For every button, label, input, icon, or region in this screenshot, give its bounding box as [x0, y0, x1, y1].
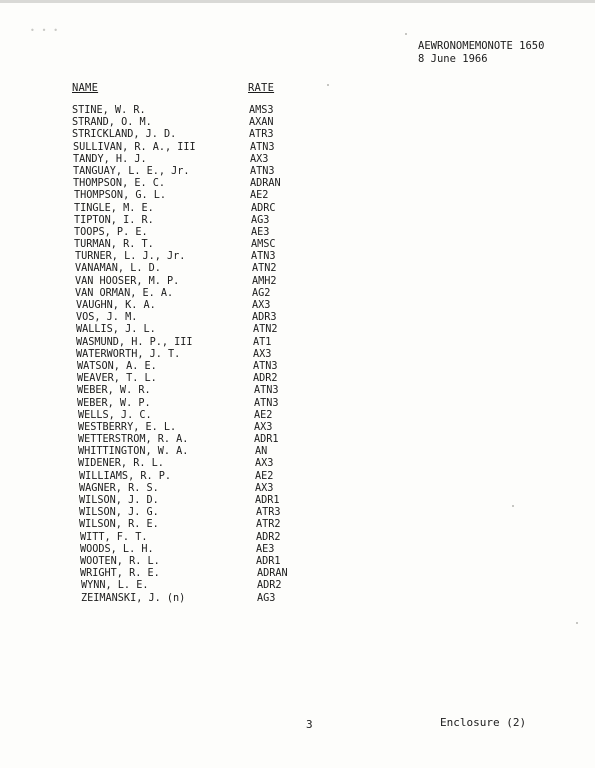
roster-row — [0, 385, 595, 397]
roster-rate: AG2 — [252, 287, 271, 299]
roster-name: VANAMAN, L. D. — [75, 263, 161, 275]
roster-rate: ATN3 — [251, 251, 276, 263]
roster-rate: AT1 — [253, 336, 272, 348]
roster-rate: ATN3 — [253, 360, 278, 372]
roster-rate: ATN2 — [252, 263, 277, 275]
roster-rate: AX3 — [250, 153, 269, 165]
scan-speck — [327, 84, 329, 86]
roster-rate: AX3 — [255, 458, 274, 470]
roster-rate: AX3 — [255, 482, 274, 494]
roster-name: WATERWORTH, J. T. — [76, 348, 181, 360]
rate-column-header: RATE — [248, 82, 275, 94]
roster-name: TIPTON, I. R. — [74, 214, 154, 226]
scan-edge — [0, 0, 595, 3]
roster-row — [0, 361, 595, 373]
roster-name: TINGLE, M. E. — [74, 202, 154, 214]
roster-rate: ADR1 — [255, 495, 280, 506]
roster-rate: ADR2 — [256, 531, 281, 543]
roster-row — [0, 312, 595, 324]
roster-name: WILSON, J. D. — [79, 495, 159, 506]
roster-row — [0, 410, 595, 422]
roster-name: WESTBERRY, E. L. — [78, 421, 177, 433]
roster-row — [0, 227, 595, 239]
roster-name: WAGNER, R. S. — [79, 482, 159, 494]
roster-name: WOOTEN, R. L. — [80, 555, 160, 567]
roster-rate: ADR1 — [256, 555, 281, 567]
roster-row — [0, 580, 595, 592]
roster-name: STRICKLAND, J. D. — [72, 129, 177, 141]
roster-name: WELLS, J. C. — [78, 409, 152, 421]
roster-row — [0, 178, 595, 190]
roster-name: STINE, W. R. — [72, 105, 146, 116]
roster-rate: AE3 — [256, 543, 275, 555]
roster-row — [0, 154, 595, 166]
roster-rate: AN — [255, 446, 268, 458]
roster-row — [0, 263, 595, 275]
roster-name: ZEIMANSKI, J. (n) — [81, 592, 186, 604]
roster-name: VAUGHN, K. A. — [76, 300, 156, 311]
roster-row — [0, 446, 595, 458]
roster-rate: AE2 — [255, 470, 274, 482]
roster-rate: ADRAN — [250, 178, 281, 190]
scan-speck — [576, 622, 578, 624]
roster-rate: ADR2 — [257, 580, 282, 592]
roster-row — [0, 215, 595, 227]
roster-row — [0, 349, 595, 361]
roster-name: SULLIVAN, R. A., III — [73, 141, 196, 153]
scan-speck — [512, 505, 514, 507]
roster-row — [0, 166, 595, 178]
roster-rate: ATN3 — [250, 141, 275, 153]
roster-row — [0, 544, 595, 556]
roster-row — [0, 507, 595, 519]
roster-rate: ADR2 — [253, 373, 278, 385]
roster-name: WEBER, W. P. — [77, 397, 151, 409]
roster-rate: AG3 — [257, 592, 276, 604]
roster-rate: AMS3 — [249, 105, 274, 116]
roster-name: WATSON, A. E. — [77, 360, 157, 372]
roster-name: TANDY, H. J. — [73, 153, 147, 165]
roster-name: TURMAN, R. T. — [74, 239, 154, 251]
roster-row — [0, 458, 595, 470]
roster-rate: AE2 — [254, 409, 273, 421]
roster-name: WETTERSTROM, R. A. — [78, 434, 189, 446]
roster-row — [0, 373, 595, 385]
roster-row — [0, 398, 595, 410]
roster-row — [0, 337, 595, 349]
roster-name: WEBER, W. R. — [77, 385, 151, 397]
roster-name: STRAND, O. M. — [72, 117, 152, 129]
roster-name: WILLIAMS, R. P. — [79, 470, 172, 482]
roster-name: WIDENER, R. L. — [78, 458, 164, 470]
roster-row — [0, 532, 595, 544]
roster-rate: AE3 — [251, 226, 270, 238]
roster-rate: ATR3 — [249, 129, 274, 141]
roster-row — [0, 483, 595, 495]
roster-rate: AE2 — [250, 190, 269, 202]
roster-name: WHITTINGTON, W. A. — [78, 446, 189, 458]
personnel-roster — [0, 105, 595, 605]
roster-name: TOOPS, P. E. — [74, 226, 148, 238]
roster-row — [0, 434, 595, 446]
roster-name: VOS, J. M. — [76, 312, 138, 324]
roster-name: VAN ORMAN, E. A. — [75, 287, 174, 299]
roster-name: THOMPSON, G. L. — [74, 190, 167, 202]
roster-name: VAN HOOSER, M. P. — [75, 275, 180, 287]
roster-name: THOMPSON, E. C. — [73, 178, 166, 190]
roster-name: WILSON, R. E. — [79, 519, 159, 531]
roster-rate: AXAN — [249, 117, 274, 129]
roster-name: WOODS, L. H. — [80, 543, 154, 555]
roster-name: WITT, F. T. — [80, 531, 148, 543]
roster-row — [0, 495, 595, 507]
roster-row — [0, 288, 595, 300]
roster-row — [0, 471, 595, 483]
roster-row — [0, 422, 595, 434]
roster-row — [0, 300, 595, 312]
faded-stamp-mark: • • • — [30, 26, 60, 35]
roster-row — [0, 568, 595, 580]
roster-rate: ATR3 — [256, 507, 281, 519]
roster-rate: ADRC — [251, 202, 276, 214]
roster-rate: ADR3 — [252, 312, 277, 324]
roster-rate: AX3 — [254, 421, 273, 433]
roster-name: TURNER, L. J., Jr. — [75, 251, 186, 263]
roster-row — [0, 276, 595, 288]
roster-rate: AG3 — [251, 214, 270, 226]
roster-name: WYNN, L. E. — [81, 580, 149, 592]
roster-row — [0, 142, 595, 154]
roster-name: WALLIS, J. L. — [76, 324, 156, 336]
roster-rate: AMSC — [251, 239, 276, 251]
roster-rate: ATN3 — [254, 385, 279, 397]
roster-row — [0, 129, 595, 141]
roster-rate: AX3 — [252, 300, 271, 311]
roster-rate: ATN3 — [250, 165, 275, 177]
roster-row — [0, 556, 595, 568]
roster-rate: ATN2 — [253, 324, 278, 336]
roster-rate: ATR2 — [256, 519, 281, 531]
enclosure-label: Enclosure (2) — [440, 716, 527, 729]
roster-row — [0, 251, 595, 263]
scan-speck — [405, 33, 407, 35]
roster-name: WILSON, J. G. — [79, 507, 159, 519]
memo-date: 8 June 1966 — [418, 53, 488, 65]
roster-name: WRIGHT, R. E. — [80, 568, 160, 580]
roster-name: WEAVER, T. L. — [77, 373, 157, 385]
roster-row — [0, 239, 595, 251]
roster-rate: ADR1 — [254, 434, 279, 446]
roster-rate: ATN3 — [254, 397, 279, 409]
memo-header — [418, 40, 544, 66]
roster-row — [0, 190, 595, 202]
roster-rate: AMH2 — [252, 275, 277, 287]
roster-row — [0, 324, 595, 336]
roster-row — [0, 117, 595, 129]
roster-row — [0, 593, 595, 605]
roster-rate: ADRAN — [257, 568, 288, 580]
roster-name: TANGUAY, L. E., Jr. — [73, 165, 190, 177]
page-number: 3 — [306, 718, 313, 731]
roster-rate: AX3 — [253, 348, 272, 360]
roster-row — [0, 203, 595, 215]
roster-row — [0, 105, 595, 117]
roster-name: WASMUND, H. P., III — [76, 336, 193, 348]
memo-number: AEWRONOMEMONOTE 1650 — [418, 40, 545, 52]
roster-row — [0, 519, 595, 531]
name-column-header: NAME — [72, 82, 99, 94]
